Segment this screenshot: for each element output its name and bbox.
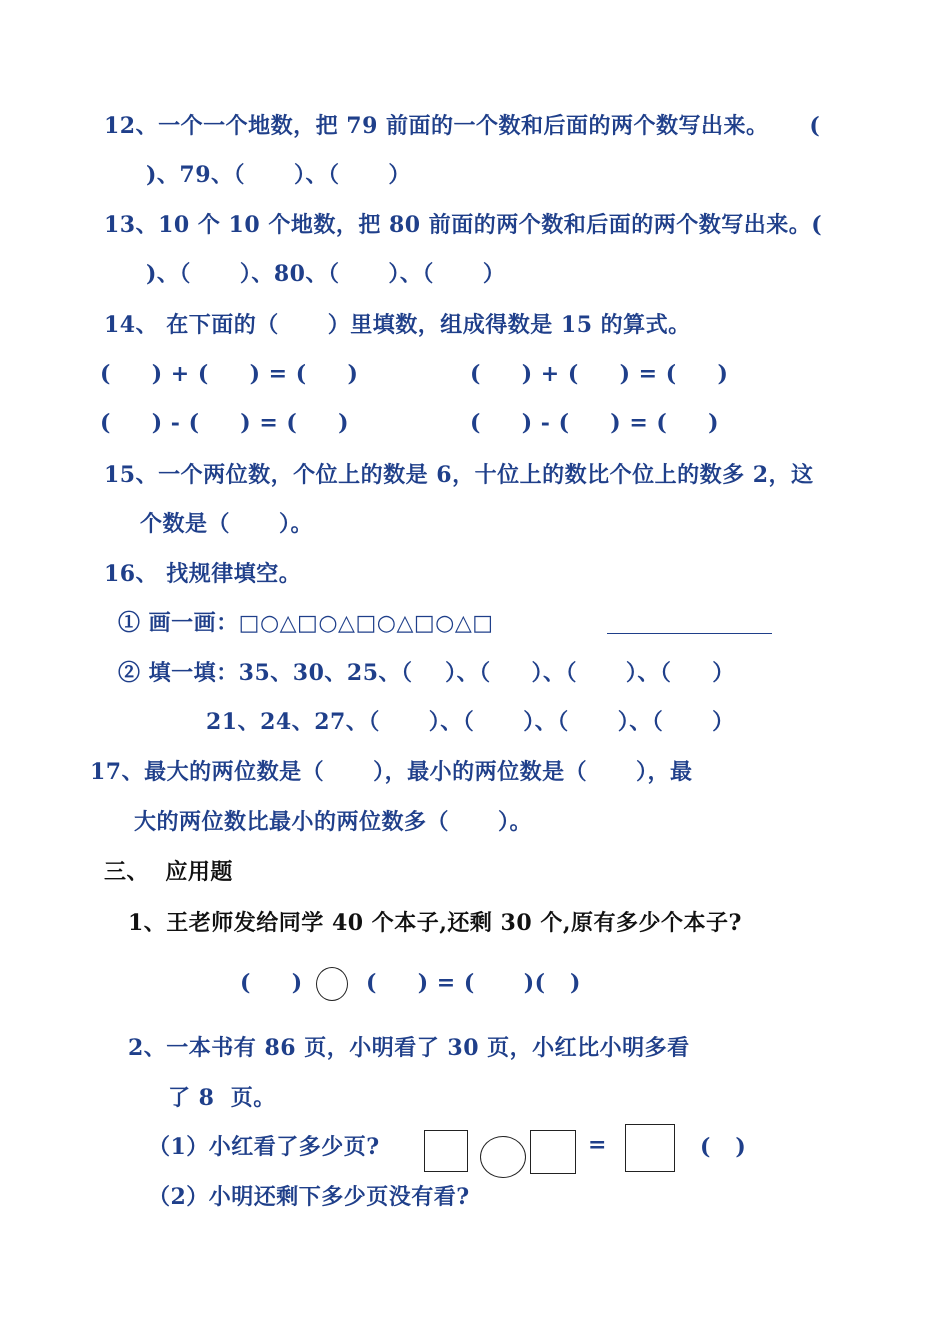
q14-row2-left: ( ) - ( ) = ( ): [100, 410, 350, 436]
q16-part1: ① 画一画：□○△□○△□○△□○△□: [118, 610, 494, 636]
q16-title: 16、 找规律填空。: [104, 561, 302, 587]
q13-line1: 13、10 个 10 个地数，把 80 前面的两个数和后面的两个数写出来。(: [104, 212, 823, 238]
problem2-sub2: （2）小明还剩下多少页没有看?: [148, 1184, 470, 1210]
q14-row1-right: ( ) + ( ) = ( ): [470, 361, 729, 387]
q15-line1: 15、一个两位数，个位上的数是 6，十位上的数比个位上的数多 2，这: [104, 462, 814, 488]
operator-circle[interactable]: [316, 967, 348, 1001]
problem1-eq-right: ( ) = ( )( ): [366, 970, 581, 996]
problem2-sub1: （1）小红看了多少页?: [148, 1134, 380, 1160]
problem1-text: 1、王老师发给同学 40 个本子,还剩 30 个,原有多少个本子?: [128, 910, 742, 936]
answer-box-3[interactable]: [625, 1124, 675, 1172]
problem1-eq-left: ( ): [240, 970, 303, 996]
problem2-line1: 2、一本书有 86 页，小明看了 30 页，小红比小明多看: [128, 1035, 690, 1061]
q14-row2-right: ( ) - ( ) = ( ): [470, 410, 720, 436]
q17-line2: 大的两位数比最小的两位数多（ ）。: [134, 809, 532, 835]
problem2-sub1-equals: =: [588, 1132, 607, 1158]
section3-title: 三、 应用题: [104, 859, 233, 885]
q14-line1: 14、 在下面的（ ）里填数，组成得数是 15 的算式。: [104, 312, 691, 338]
answer-box-2[interactable]: [530, 1130, 576, 1174]
q14-row1-left: ( ) + ( ) = ( ): [100, 361, 359, 387]
q12-line2: )、79、（ ）、（ ）: [146, 162, 411, 188]
q15-line2: 个数是（ ）。: [140, 511, 313, 537]
problem2-sub1-unit: ( ): [700, 1134, 747, 1160]
problem2-line2: 了 8 页。: [168, 1085, 276, 1111]
q12-line1: 12、一个一个地数，把 79 前面的一个数和后面的两个数写出来。 (: [104, 113, 821, 139]
operator-circle-2[interactable]: [480, 1136, 526, 1178]
q17-line1: 17、最大的两位数是（ ），最小的两位数是（ ），最: [90, 759, 693, 785]
q13-line2: )、（ ）、80、（ ）、（ ）: [146, 261, 506, 287]
q16-part2-line1: ② 填一填：35、30、25、（ ）、（ ）、（ ）、（ ）: [118, 660, 735, 686]
q16-answer-line: [607, 633, 772, 634]
answer-box-1[interactable]: [424, 1130, 468, 1172]
q16-part2-line2: 21、24、27、（ ）、（ ）、（ ）、（ ）: [206, 709, 735, 735]
